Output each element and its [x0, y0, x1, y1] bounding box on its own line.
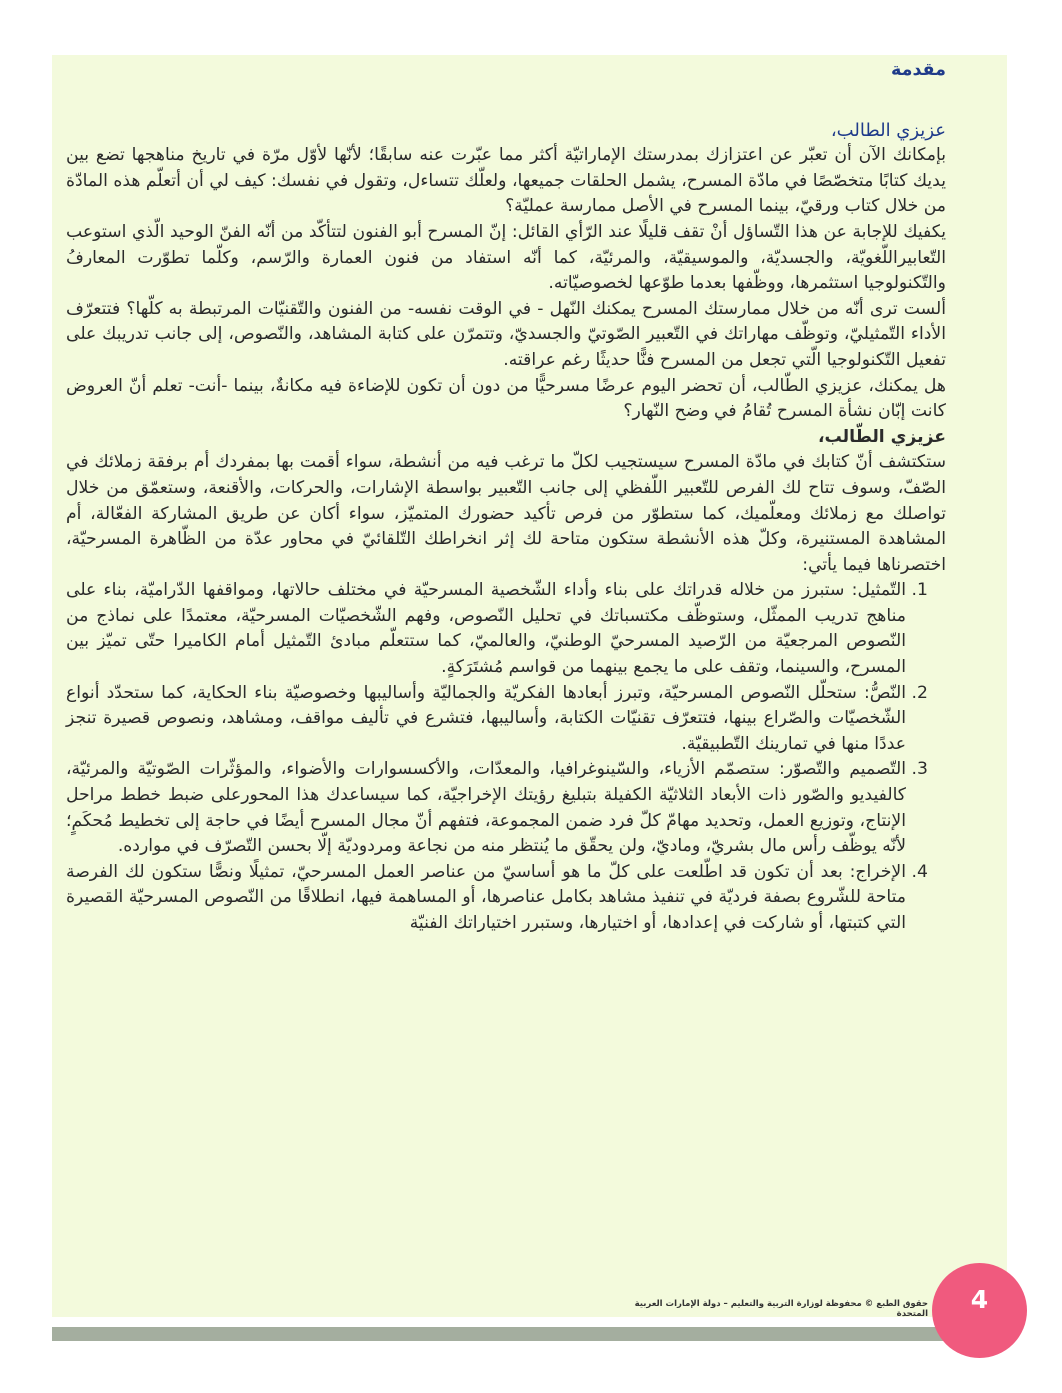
paragraph: ألست ترى أنّه من خلال ممارستك المسرح يمكنك النّهل - في الوقت نفسه- من الفنون والتّقنيّات المرتبطة به كلّها؟ فتتعرّف الأداء التّمثيليّ، وتوظّف مهاراتك في التّعبير الصّوتيّ والجسديّ، وتتمرّن على كتابة المشاهد، والنّصوص، إلى جانب تدريبك على تفعيل التّكنولوجيا الّتي تجعل من المسرح فنًّا حديثًا رغم عراقته. [66, 298, 946, 370]
list-item: 1. التّمثيل: ستبرز من خلاله قدراتك على بناء وأداء الشّخصية المسرحيّة في مختلف حالاتها، ومواقفها الدّراميّة، بناء على مناهج تدريب الممثّل، وستوظّف مكتسباتك في تحليل النّصوص، وفهم الشّخصيّات المسرحيّة، معتمدًا على نماذج من النّصوص المرجعيّة من الرّصيد المسرحيّ الوطنيّ، والعالميّ، كما ستتعلّم مبادئ التّمثيل أمام الكاميرا حتّى تميّز بين المسرح، والسينما، وتقف على ما يجمع بينهما من قواسم مُشتَرَكةٍ. [66, 578, 906, 680]
paragraph: بإمكانك الآن أن تعبّر عن اعتزازك بمدرستك الإماراتيّة أكثر مما عبّرت عنه سابقًا؛ لأنّها لأوّل مرّة في تاريخ مناهجها تضع بين يديك كتابًا متخصّصًا في مادّة المسرح، يشمل الحلقات جميعها، ولعلّك تتساءل، وتقول في نفسك: كيف لي أن أتعلّم هذه المادّة من خلال كتاب ورقيّ، بينما المسرح في الأصل ممارسة عمليّة؟ [66, 145, 946, 217]
bottom-bar [52, 1327, 1007, 1341]
list-item: 2. النّصُّ: ستحلّل النّصوص المسرحيّة، وتبرز أبعادها الفكريّة والجماليّة وأساليبها وخصوصيّة بناء الحكاية، كما ستحدّد أنواع الشّخصيّات والصّراع بينها، فتتعرّف تقنيّات الكتابة، وأساليبها، فتشرع في تأليف مواقف، ومشاهد، ونصوص قصيرة تنجز عددًا منها في تمارينك التّطبيقيّة. [66, 681, 906, 758]
topics-list [66, 578, 946, 936]
paragraph: ستكتشف أنّ كتابك في مادّة المسرح سيستجيب لكلّ ما ترغب فيه من أنشطة، سواء أقمت بها بمفردك أم برفقة زملائك في الصّفّ، وسوف تتاح لك الفرص للتّعبير اللّفظي إلى جانب التّعبير بواسطة الإشارات، والحركات، والأقنعة، وستعمّق من خلال تواصلك مع زملائك ومعلّميك، كما ستطوّر من فرص تأكيد حضورك المتميّز، سواء أكان عن طريق المشاركة الفعّالة، أم المشاهدة المستنيرة، وكلّ هذه الأنشطة ستكون متاحة لك إثر انخراطك التّلقائيّ في محاور عدّة من الظّاهرة المسرحيّة، اختصرناها فيما يأتي: [66, 452, 946, 575]
list-item: 3. التّصميم والتّصوّر: ستصمّم الأزياء، والسّينوغرافيا، والمعدّات، والأكسسوارات والأضواء، والمؤثّرات الصّوتيّة والمرئيّة، كالفيديو والصّور ذات الأبعاد الثلاثيّة الكفيلة بتبليغ رؤيتك الإخراجيّة، كما سيساعدك هذا المحورعلى ضبط خطط مراحل الإنتاج، وتوزيع العمل، وتحديد مهامّ كلّ فرد ضمن المجموعة، فتفهم أنّ مجال المسرح أيضًا في حاجة إلى تخطيط مُحكَمٍ؛ لأنّه يوظّف رأس مال بشريّ، وماديّ، ولن يحقّق ما يُنتظر منه من نجاعة ومردوديّة إلّا بحسن التّصرّف في موارده. [66, 757, 906, 859]
list-item: 4. الإخراج: بعد أن تكون قد اطّلعت على كلّ ما هو أساسيّ من عناصر العمل المسرحيّ، تمثيلًا ونصًّا ستكون لك الفرصة متاحة للشّروع بصفة فرديّة في تنفيذ مشاهد بكامل عناصرها، أو المساهمة فيها، انطلاقًا من النّصوص المسرحيّة القصيرة التي كتبتها، أو شاركت في إعدادها، أو اختيارها، وستبرر اختياراتك الفنيّة [66, 860, 906, 937]
greeting-heading-2: عزيزي الطّالب، [817, 426, 946, 447]
copyright-footer: حقوق الطبع © محفوظة لوزارة التربية والتعليم – دولة الإمارات العربية المتحدة [634, 1299, 928, 1319]
page-title: مقدمة [891, 60, 946, 80]
paragraph: هل يمكنك، عزيزي الطّالب، أن تحضر اليوم عرضًا مسرحيًّا من دون أن تكون للإضاءة فيه مكانةٌ، بينما -أنت- تعلم أنّ العروض كانت إبّان نشأة المسرح تُقامُ في وضح النّهار؟ [66, 375, 946, 422]
page-number: 4 [970, 1285, 989, 1314]
document-body [66, 58, 946, 937]
page-number-badge [932, 1263, 1027, 1358]
paragraph: يكفيك للإجابة عن هذا التّساؤل أنْ تقف قليلًا عند الرّأي القائل: إنّ المسرح أبو الفنون لتتأكّد من أنّه الفنّ الوحيد الّذي استوعب التّعابيراللّغويّة، والجسديّة، والموسيقيّة، والمرئيّة، كما أنّه استفاد من فنون العمارة والرّسم، وكلّما تطوّرت المعارفُ والتّكنولوجيا استثمرها، ووظّفها بعدما طوّعها لخصوصيّاته. [66, 221, 946, 294]
greeting-heading: عزيزي الطالب، [830, 119, 946, 141]
